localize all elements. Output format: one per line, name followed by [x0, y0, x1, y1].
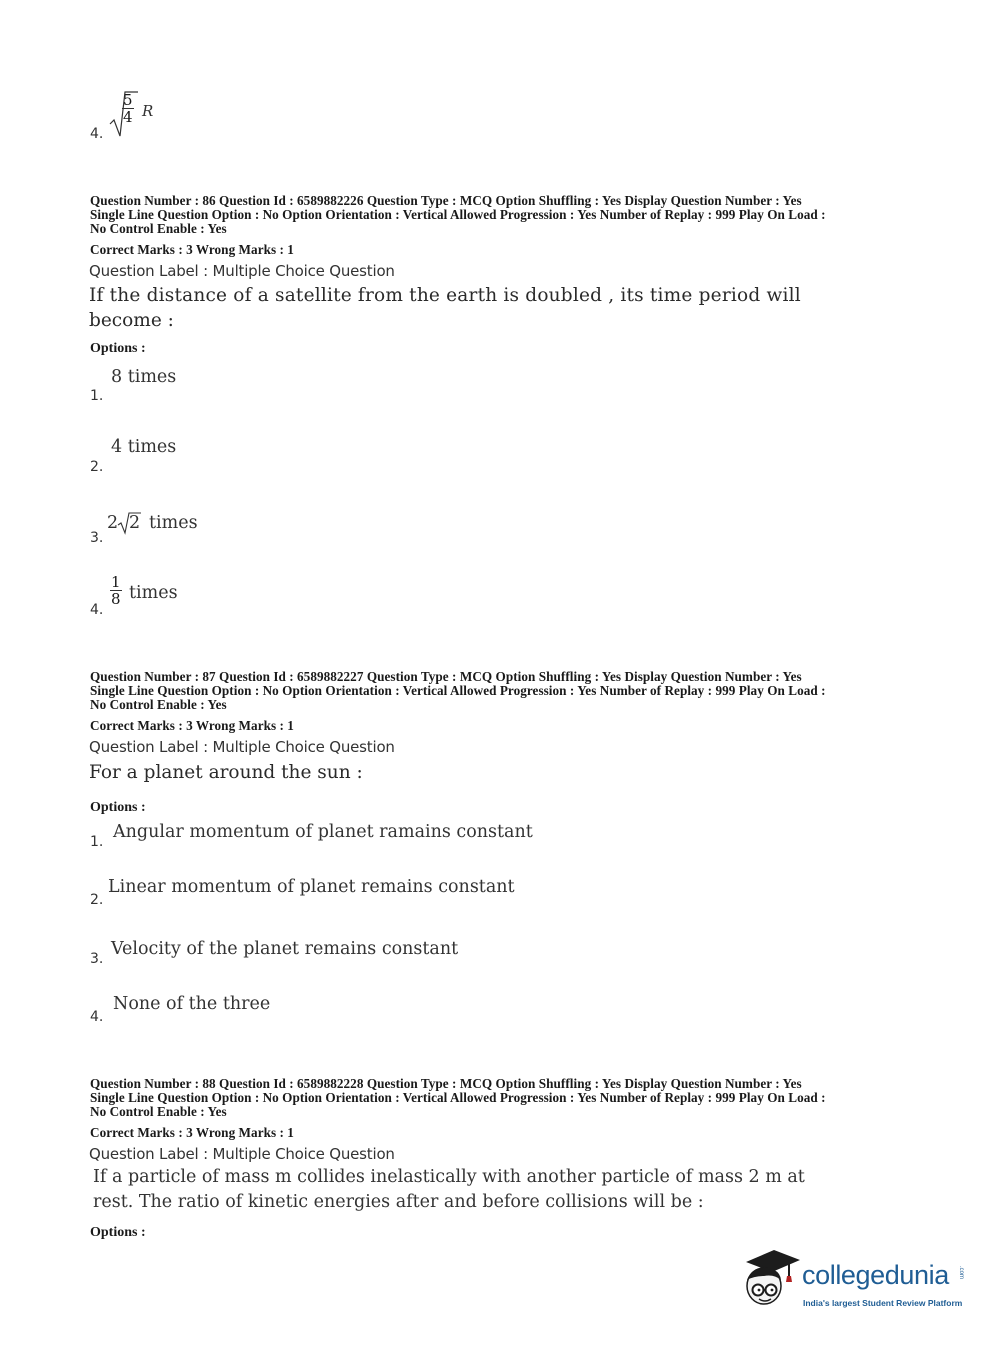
- option-number: 2.: [90, 459, 104, 475]
- question-meta-line: Question Number : 88 Question Id : 6589882228 Question Type : MCQ Option Shuffling : Yes Display Question Number : Yes: [90, 1076, 802, 1091]
- option-coefficient: 2: [107, 513, 119, 533]
- question-meta-line: No Control Enable : Yes: [90, 1104, 227, 1119]
- question-label: Question Label : Multiple Choice Question: [89, 1145, 395, 1163]
- option-number: 2.: [90, 892, 104, 908]
- options-label: Options :: [90, 1225, 146, 1240]
- option-text: 4 times: [111, 437, 177, 457]
- question-meta-line: No Control Enable : Yes: [90, 697, 227, 712]
- marks-line: Correct Marks : 3 Wrong Marks : 1: [90, 1125, 294, 1140]
- option-radicand: 2: [129, 513, 141, 533]
- question-text: If a particle of mass m collides inelastically with another particle of mass 2 m at: [93, 1167, 805, 1187]
- option-number: 4.: [90, 1009, 104, 1025]
- question-text: For a planet around the sun :: [89, 762, 363, 783]
- option-number: 3.: [90, 951, 104, 967]
- option-text: times: [149, 513, 198, 533]
- sqrt-fraction: $\frac{5}{4}$: [123, 91, 133, 126]
- option-number: 1.: [90, 834, 104, 850]
- logo-wordmark: collegedunia: [802, 1260, 949, 1290]
- option-text: Angular momentum of planet ramains constant: [113, 822, 533, 842]
- mascot-icon: [738, 1246, 802, 1314]
- option-text: Velocity of the planet remains constant: [111, 939, 459, 959]
- question-label: Question Label : Multiple Choice Question: [89, 262, 395, 280]
- option-number: 4.: [90, 602, 104, 618]
- question-meta-line: Question Number : 86 Question Id : 6589882226 Question Type : MCQ Option Shuffling : Yes Display Question Number : Yes: [90, 193, 802, 208]
- options-label: Options :: [90, 341, 146, 356]
- logo-tagline: India's largest Student Review Platform: [803, 1298, 963, 1308]
- question-text: rest. The ratio of kinetic energies after and before collisions will be :: [93, 1192, 704, 1212]
- question-label: Question Label : Multiple Choice Question: [89, 738, 395, 756]
- options-label: Options :: [90, 800, 146, 815]
- question-meta-line: Question Number : 87 Question Id : 6589882227 Question Type : MCQ Option Shuffling : Yes Display Question Number : Yes: [90, 669, 802, 684]
- question-text: If the distance of a satellite from the earth is doubled , its time period will: [89, 285, 801, 306]
- question-meta-line: Single Line Question Option : No Option Orientation : Vertical Allowed Progression : Yes Number of Replay : 999 Play On Load :: [90, 1090, 826, 1105]
- question-meta-line: Single Line Question Option : No Option Orientation : Vertical Allowed Progression : Yes Number of Replay : 999 Play On Load :: [90, 207, 826, 222]
- option-text: times: [129, 583, 178, 603]
- question-meta-line: Single Line Question Option : No Option Orientation : Vertical Allowed Progression : Yes Number of Replay : 999 Play On Load :: [90, 683, 826, 698]
- option-text: Linear momentum of planet remains constant: [108, 877, 515, 897]
- collegedunia-logo: [738, 1246, 973, 1318]
- variable-r: R: [142, 102, 154, 120]
- question-text: become :: [89, 310, 174, 331]
- marks-line: Correct Marks : 3 Wrong Marks : 1: [90, 718, 294, 733]
- question-meta-line: No Control Enable : Yes: [90, 221, 227, 236]
- option-text: 8 times: [111, 367, 177, 387]
- option-fraction: $\frac{1}{8}$: [111, 573, 121, 608]
- option-number: 4.: [90, 126, 104, 142]
- marks-line: Correct Marks : 3 Wrong Marks : 1: [90, 242, 294, 257]
- option-number: 3.: [90, 530, 104, 546]
- option-text: None of the three: [113, 994, 271, 1014]
- logo-dotcom: .com: [958, 1266, 964, 1280]
- prev-option-4: [90, 88, 210, 144]
- option-number: 1.: [90, 388, 104, 404]
